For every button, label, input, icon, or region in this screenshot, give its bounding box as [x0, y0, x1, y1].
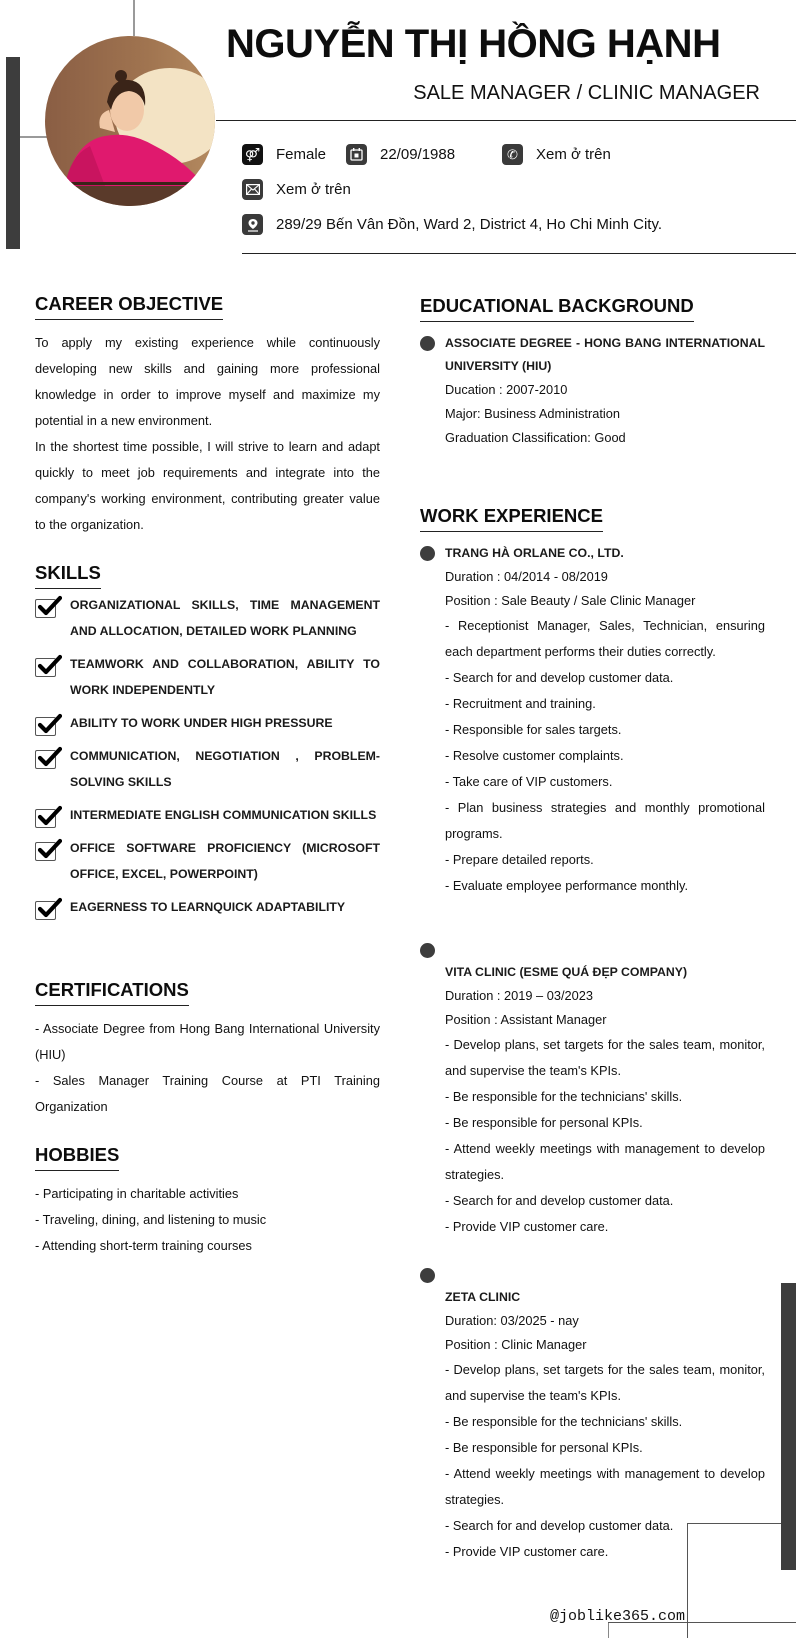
- contact-divider: [242, 253, 796, 254]
- experience-duty: - Resolve customer complaints.: [445, 748, 624, 763]
- experience-position: Position : Clinic Manager: [445, 1337, 587, 1352]
- experience-duty: - Take care of VIP customers.: [445, 774, 613, 789]
- contact-phone: [502, 144, 611, 165]
- experience-position: Position : Assistant Manager: [445, 1012, 607, 1027]
- experience-company: ZETA CLINIC: [445, 1290, 521, 1304]
- experience-duty: - Be responsible for personal KPIs.: [445, 1115, 643, 1130]
- experience-duration: Duration: 03/2025 - nay: [445, 1313, 579, 1328]
- skill-text: TEAMWORK AND COLLABORATION, ABILITY TO WORK INDEPENDENTLY: [70, 657, 380, 697]
- skill-text: OFFICE SOFTWARE PROFICIENCY (MICROSOFT OFFICE, EXCEL, POWERPOINT): [70, 841, 380, 881]
- skills-list: [35, 595, 380, 920]
- experience-duty: - Attend weekly meetings with management to develop strategies.: [445, 1466, 765, 1507]
- experience-duty: - Be responsible for the technicians' skills.: [445, 1089, 683, 1104]
- experience-duty: - Be responsible for the technicians' skills.: [445, 1414, 683, 1429]
- education-major: Major: Business Administration: [445, 406, 620, 421]
- certifications-section: [35, 979, 380, 1120]
- certification-item: - Associate Degree from Hong Bang International University (HIU): [35, 1021, 380, 1062]
- skill-item: [35, 595, 380, 644]
- checkbox-checked-icon: [35, 714, 60, 736]
- experience-duty: - Search for and develop customer data.: [445, 670, 674, 685]
- skill-item: [35, 897, 380, 920]
- gender-icon: ⚤: [242, 144, 263, 165]
- skill-item: [35, 805, 380, 828]
- address-value: 289/29 Bến Vân Đồn, Ward 2, District 4, Ho Chi Minh City.: [276, 216, 662, 233]
- skills-title: SKILLS: [35, 562, 101, 589]
- location-pin-icon: [242, 214, 263, 235]
- contact-birthdate: [346, 144, 455, 165]
- checkbox-checked-icon: [35, 747, 60, 769]
- bullet-dot-icon: [420, 336, 435, 351]
- header-divider: [216, 120, 796, 121]
- education-classification: Graduation Classification: Good: [445, 430, 626, 445]
- skill-item: [35, 713, 380, 736]
- certification-item: - Sales Manager Training Course at PTI Training Organization: [35, 1073, 380, 1114]
- job-title: SALE MANAGER / CLINIC MANAGER: [413, 82, 760, 104]
- experience-duty: - Plan business strategies and monthly promotional programs.: [445, 800, 765, 841]
- experience-title: WORK EXPERIENCE: [420, 505, 603, 532]
- experience-duty: - Develop plans, set targets for the sales team, monitor, and supervise the team's KPIs.: [445, 1362, 765, 1403]
- hobbies-section: [35, 1144, 380, 1259]
- experience-duty: - Provide VIP customer care.: [445, 1219, 609, 1234]
- experience-section: [420, 505, 765, 1565]
- checkbox-checked-icon: [35, 655, 60, 677]
- experience-company: VITA CLINIC (ESME QUÁ ĐẸP COMPANY): [445, 965, 688, 979]
- phone-icon: ✆: [502, 144, 523, 165]
- experience-duty: - Responsible for sales targets.: [445, 722, 622, 737]
- experience-duty: - Search for and develop customer data.: [445, 1193, 674, 1208]
- decorative-line-left: [20, 136, 47, 138]
- education-school: ASSOCIATE DEGREE - HONG BANG INTERNATIONAL UNIVERSITY (HIU): [445, 336, 765, 373]
- gender-value: Female: [276, 146, 327, 163]
- skill-item: [35, 746, 380, 795]
- experience-duty: - Prepare detailed reports.: [445, 852, 594, 867]
- skill-text: INTERMEDIATE ENGLISH COMMUNICATION SKILLS: [70, 808, 377, 822]
- skill-item: [35, 838, 380, 887]
- education-duration: Ducation : 2007-2010: [445, 382, 568, 397]
- bullet-dot-icon: [420, 943, 435, 958]
- career-objective-paragraph: In the shortest time possible, I will strive to learn and adapt quickly to meet job requirements and integrate into the company's working environment, contributing greater value to the organization.: [35, 439, 380, 532]
- skill-text: ORGANIZATIONAL SKILLS, TIME MANAGEMENT AND ALLOCATION, DETAILED WORK PLANNING: [70, 598, 380, 638]
- experience-duty: - Search for and develop customer data.: [445, 1518, 674, 1533]
- skill-text: ABILITY TO WORK UNDER HIGH PRESSURE: [70, 716, 333, 730]
- career-objective-section: [35, 293, 380, 538]
- skill-item: [35, 654, 380, 703]
- experience-duty: - Attend weekly meetings with management to develop strategies.: [445, 1141, 765, 1182]
- career-objective-title: CAREER OBJECTIVE: [35, 293, 223, 320]
- skills-section: [35, 562, 380, 930]
- experience-company: TRANG HÀ ORLANE CO., LTD.: [445, 546, 624, 560]
- hobbies-title: HOBBIES: [35, 1144, 119, 1171]
- experience-duty: - Recruitment and training.: [445, 696, 596, 711]
- experience-duty: - Develop plans, set targets for the sales team, monitor, and supervise the team's KPIs.: [445, 1037, 765, 1078]
- checkbox-checked-icon: [35, 806, 60, 828]
- hobby-item: - Attending short-term training courses: [35, 1238, 252, 1253]
- contact-email: [242, 179, 351, 200]
- experience-entry: [420, 943, 765, 1240]
- hobby-item: - Traveling, dining, and listening to music: [35, 1212, 267, 1227]
- bullet-dot-icon: [420, 1268, 435, 1283]
- decorative-bar-right: [781, 1283, 796, 1570]
- candidate-name: NGUYỄN THỊ HỒNG HẠNH: [226, 22, 721, 66]
- career-objective-paragraph: To apply my existing experience while continuously developing new skills and gaining more professional knowledge in order to improve myself and maximize my potential in a new environment.: [35, 335, 380, 428]
- bullet-dot-icon: [420, 546, 435, 561]
- decorative-bar-left: [6, 57, 20, 249]
- education-title: EDUCATIONAL BACKGROUND: [420, 295, 694, 322]
- birthdate-value: 22/09/1988: [380, 146, 456, 163]
- watermark: @joblike365.com: [550, 1608, 686, 1625]
- decorative-line-corner: [608, 1623, 609, 1638]
- education-entry: [420, 332, 765, 450]
- checkbox-checked-icon: [35, 596, 60, 618]
- experience-duty: - Provide VIP customer care.: [445, 1544, 609, 1559]
- profile-photo: [45, 36, 215, 206]
- skill-text: EAGERNESS TO LEARNQUICK ADAPTABILITY: [70, 900, 346, 914]
- experience-duty: - Evaluate employee performance monthly.: [445, 878, 689, 893]
- experience-duration: Duration : 2019 – 03/2023: [445, 988, 593, 1003]
- education-section: [420, 295, 765, 450]
- phone-value: Xem ở trên: [536, 146, 611, 163]
- experience-position: Position : Sale Beauty / Sale Clinic Manager: [445, 593, 696, 608]
- checkbox-checked-icon: [35, 898, 60, 920]
- experience-duration: Duration : 04/2014 - 08/2019: [445, 569, 608, 584]
- envelope-icon: [242, 179, 263, 200]
- skill-text: COMMUNICATION, NEGOTIATION , PROBLEM-SOLVING SKILLS: [70, 749, 380, 789]
- certifications-title: CERTIFICATIONS: [35, 979, 189, 1006]
- hobby-item: - Participating in charitable activities: [35, 1186, 239, 1201]
- decorative-line-top: [133, 0, 135, 36]
- checkbox-checked-icon: [35, 839, 60, 861]
- experience-entry: [420, 1268, 765, 1565]
- contact-address: [242, 214, 662, 235]
- experience-duty: - Receptionist Manager, Sales, Technician, ensuring each department performs their duties correctly.: [445, 618, 765, 659]
- email-value: Xem ở trên: [276, 181, 351, 198]
- experience-duty: - Be responsible for personal KPIs.: [445, 1440, 643, 1455]
- experience-entry: [420, 542, 765, 899]
- calendar-icon: [346, 144, 367, 165]
- contact-gender: [242, 144, 326, 165]
